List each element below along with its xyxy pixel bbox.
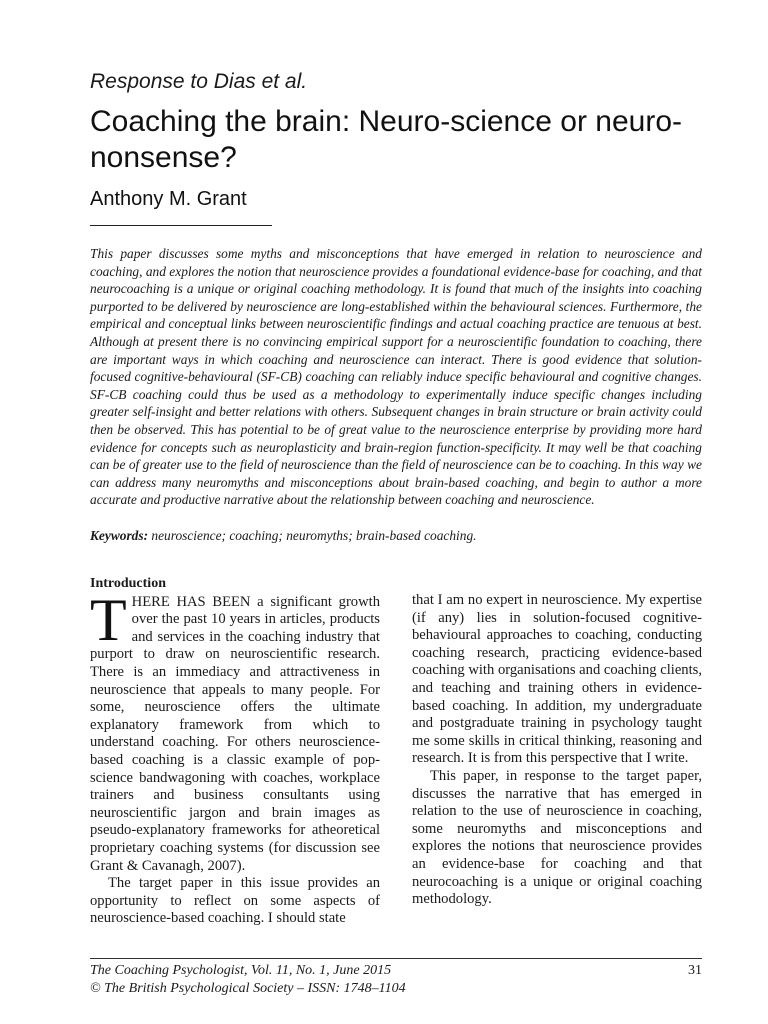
body-column-left — [90, 575, 380, 928]
page-number: 31 — [688, 963, 702, 978]
keywords-list: neuroscience; coaching; neuromyths; brain-based coaching. — [151, 528, 477, 543]
section-heading: Introduction — [90, 576, 166, 591]
intro-paragraph-3: This paper, in response to the target paper, discusses the narrative that has emerged in relation to the use of neuroscience in coaching, some neuromyths and misconceptions and explores the notions that neuroscience provides an evidence-base for coaching and that neurocoaching is a unique or original coaching methodology. — [412, 767, 702, 908]
footer-divider — [90, 958, 702, 959]
intro-paragraph-2-continued: that I am no expert in neuroscience. My expertise (if any) lies in solution-focused cognitive-behavioural approaches to coaching, conducting coaching research, practicing evidence-based coaching with organisations and coaching clients, and teaching and training others in evidence-based coaching. In addition, my undergraduate and postgraduate training in psychology taught me some skills in critical thinking, reasoning and research. It is from this perspective that I write. — [412, 592, 702, 767]
footer-journal-citation: The Coaching Psychologist, Vol. 11, No. 1, June 2015 — [90, 963, 392, 978]
keywords-label: Keywords: — [90, 528, 149, 543]
abstract-text: This paper discusses some myths and misconceptions that have emerged in relation to neuroscience and coaching, and explores the notion that neuroscience provides a foundational evidence-base for coaching, and that neurocoaching is a unique or original coaching methodology. It is found that much of the insights into coaching purported to be delivered by neuroscience are long-established within the behavioural sciences. Furthermore, the empirical and conceptual links between neuroscientific findings and actual coaching practice are tenuous at best. Although at present there is no convincing empirical support for a neuroscientific foundation to coaching, there are important ways in which coaching and neuroscience can interact. There is good evidence that solution-focused cognitive-behavioural (SF-CB) coaching can reliably induce specific behavioural and cognitive changes. SF-CB coaching could thus be used as a methodology to experimentally induce specific changes including greater self-insight and better relations with others. Subsequent changes in brain structure or brain activity could then be observed. This has potential to be of great value to the neuroscience enterprise by providing more hard evidence for concepts such as neuroplasticity and brain-region function-specificity. It may well be that coaching can be of greater use to the field of neuroscience than the field of neuroscience can be to coaching. In this way we can address many neuromyths and misconceptions about brain-based coaching, and begin to author a more accurate and productive narrative about the relationship between coaching and neuroscience. — [90, 246, 702, 508]
footer-copyright: © The British Psychological Society – ISSN: 1748–1104 — [90, 981, 406, 996]
article-author: Anthony M. Grant — [90, 188, 247, 210]
article-kicker: Response to Dias et al. — [90, 70, 308, 93]
keywords-line — [90, 527, 702, 545]
intro-paragraph-1-text: HERE HAS BEEN a significant growth over the past 10 years in articles, products and services in the coaching industry that purport to draw on neuroscientific research. There is an immediacy and attractiveness in neuroscience that appeals to many people. For some, neuroscience offers the ultimate explanatory framework from which to understand coaching. For others neuroscience-based coaching is a classic example of pop-science bandwagoning with coaches, workplace trainers and business consultants using neuroscientific jargon and brain images as pseudo-explanatory frameworks for atheoretical proprietary coaching systems (for discussion see Grant & Cavanagh, 2007). — [90, 593, 380, 874]
intro-paragraph-1 — [90, 586, 380, 876]
title-divider — [90, 225, 272, 226]
body-column-right — [412, 592, 702, 909]
drop-cap: T — [90, 586, 127, 653]
article-title: Coaching the brain: Neuro-science or neuro-nonsense? — [90, 105, 682, 174]
intro-paragraph-2: The target paper in this issue provides an opportunity to reflect on some aspects of neuroscience-based coaching. I should state — [90, 875, 380, 927]
